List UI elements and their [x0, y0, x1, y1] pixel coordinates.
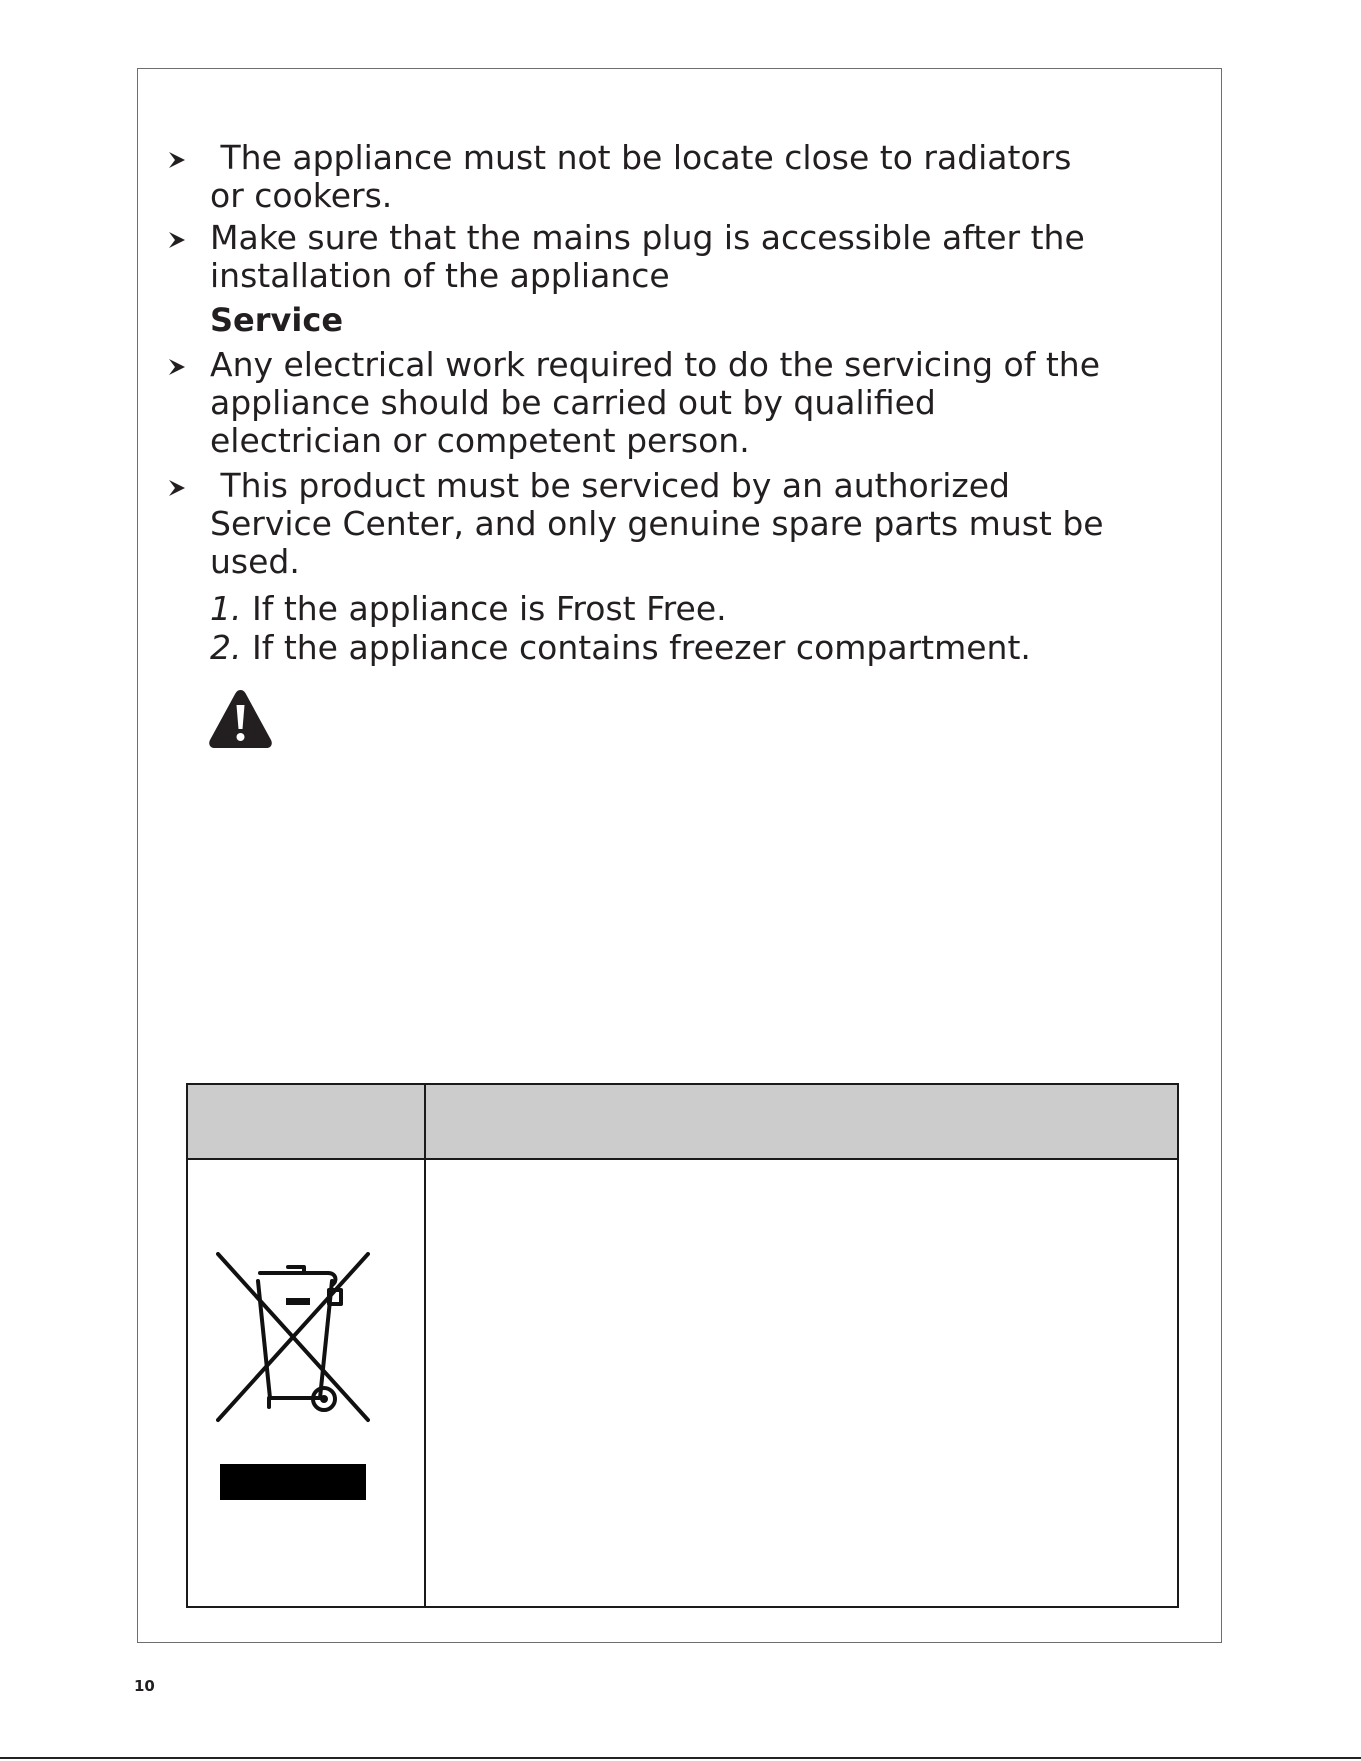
arrowhead-bullet-icon [168, 231, 186, 249]
bullet-line: used. [210, 542, 300, 581]
item-number: 2. [210, 628, 242, 667]
bullet-line: or cookers. [210, 176, 393, 215]
item-number: 1. [210, 589, 242, 628]
bullet-line: The appliance must not be locate close to radiators [210, 138, 1072, 177]
page-number: 10 [134, 1677, 155, 1695]
warning-triangle-icon [207, 688, 274, 750]
bottom-rule [0, 1757, 1361, 1759]
arrowhead-bullet-icon [168, 151, 186, 169]
bullet-line: Make sure that the mains plug is accessible after the [210, 218, 1085, 257]
bullet-line: Service Center, and only genuine spare parts must be [210, 504, 1104, 543]
arrowhead-bullet-icon [168, 479, 186, 497]
table-header-row [188, 1085, 1177, 1160]
bullet-line: installation of the appliance [210, 256, 670, 295]
bullet-line: Any electrical work required to do the servicing of the [210, 345, 1101, 384]
crossed-out-wheelie-bin-icon [216, 1252, 370, 1500]
bullet-line: appliance should be carried out by qualified [210, 383, 936, 422]
item-text: If the appliance is Frost Free. [241, 589, 727, 628]
service-heading: Service [210, 301, 344, 339]
bullet-line: This product must be serviced by an authorized [210, 466, 1010, 505]
bullet-line: electrician or competent person. [210, 421, 750, 460]
numbered-item-1 [210, 590, 727, 628]
numbered-item-2 [210, 629, 1031, 667]
arrowhead-bullet-icon [168, 358, 186, 376]
table-column-divider [424, 1085, 426, 1606]
item-text: If the appliance contains freezer compartment. [241, 628, 1031, 667]
